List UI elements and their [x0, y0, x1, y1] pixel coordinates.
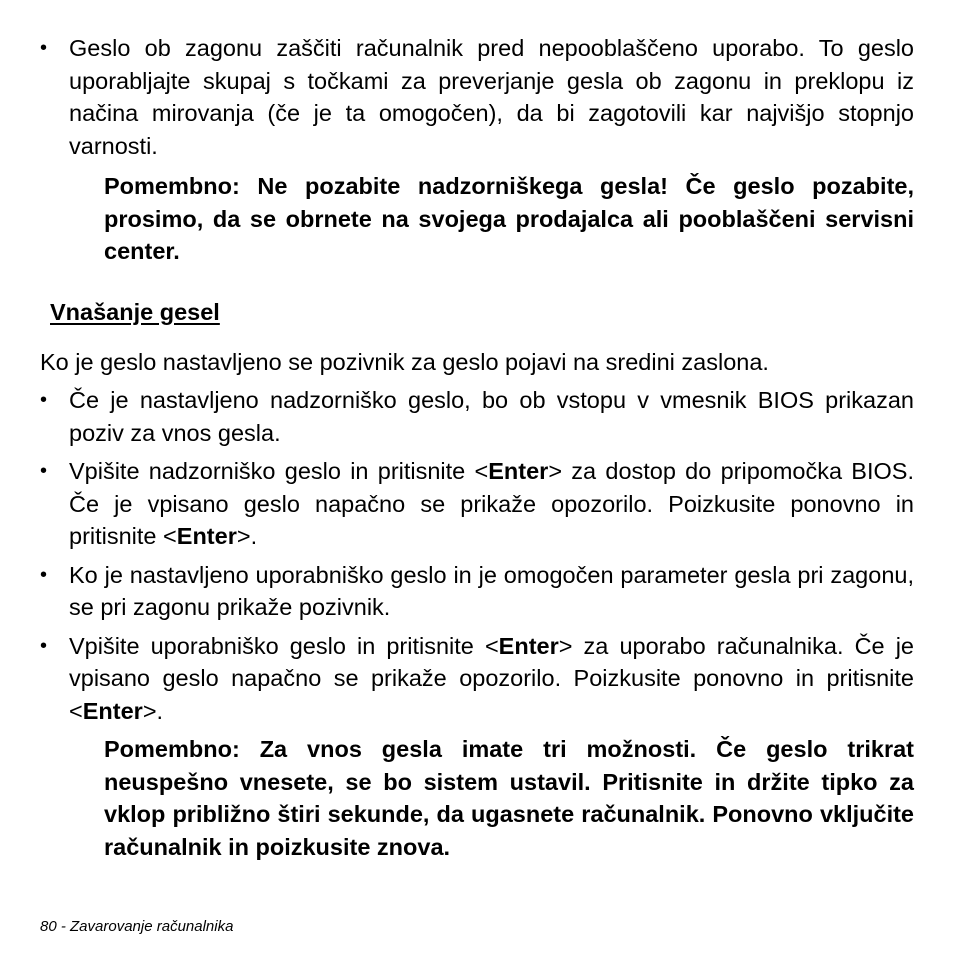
- bullet-text-user-enter: [69, 633, 914, 724]
- text-segment: Vpišite uporabniško geslo in pritisnite <: [69, 632, 499, 659]
- bullet-text-bios-prompt: Če je nastavljeno nadzorniško geslo, bo ob vstopu v vmesnik BIOS prikazan poziv za vnos gesla.: [69, 387, 914, 446]
- text-segment: > za dostop do pripomočka BIOS. Če je vpisano geslo napačno se prikaže opozorilo. Poizkusite ponovno in pritisnite <: [69, 458, 914, 549]
- intro-paragraph: Ko je geslo nastavljeno se pozivnik za geslo pojavi na sredini zaslona.: [40, 348, 769, 375]
- list-item: [40, 32, 914, 162]
- text-segment: Vpišite nadzorniško geslo in pritisnite <: [69, 458, 489, 484]
- bullet-text-user-password-boot: Ko je nastavljeno uporabniško geslo in je omogočen parameter gesla pri zagonu, se pri zagonu prikaže pozivnik.: [69, 561, 914, 620]
- text-segment: >.: [236, 523, 258, 549]
- enter-key-label: Enter: [498, 632, 559, 659]
- text-segment: >.: [142, 697, 164, 724]
- bullet-marker: •: [40, 389, 48, 411]
- list-item: [40, 559, 914, 624]
- bullet-marker: •: [40, 460, 48, 482]
- bullet-marker: •: [40, 37, 48, 59]
- bullet-text-boot-password: Geslo ob zagonu zaščiti računalnik pred nepooblaščeno uporabo. To geslo uporabljajte skupaj s točkami za preverjanje gesla ob zagonu in preklopu iz načina mirovanja (če je ta omogočen), da bi zagotovili kar najvišjo stopnjo varnosti.: [69, 35, 914, 159]
- list-item: [40, 384, 914, 449]
- text-segment: > za uporabo računalnika. Če je vpisano geslo napačno se prikaže opozorilo. Poizkusite ponovno in pritisnite <: [69, 632, 914, 724]
- important-note-three-attempts: Pomembno: Za vnos gesla imate tri možnosti. Če geslo trikrat neuspešno vnesete, se bo sistem ustavil. Pritisnite in držite tipko za vklop približno štiri sekunde, da ugasnete računalnik. Ponovno vključite računalnik in poizkusite znova.: [104, 736, 914, 860]
- list-item: [40, 455, 914, 553]
- important-note-supervisor-password: Pomembno: Ne pozabite nadzorniškega gesla! Če geslo pozabite, prosimo, da se obrnete na svojega prodajalca ali pooblaščeni servisni center.: [104, 173, 914, 264]
- bullet-text-supervisor-enter: [69, 458, 914, 549]
- list-item: [40, 630, 914, 728]
- enter-key-label: Enter: [176, 523, 237, 549]
- enter-key-label: Enter: [488, 458, 549, 484]
- enter-key-label: Enter: [82, 697, 143, 724]
- bullet-marker: •: [40, 634, 48, 657]
- section-heading: Vnašanje gesel: [50, 298, 220, 325]
- page-footer: 80 - Zavarovanje računalnika: [40, 918, 234, 935]
- bullet-marker: •: [40, 563, 48, 586]
- page-content: [40, 32, 914, 863]
